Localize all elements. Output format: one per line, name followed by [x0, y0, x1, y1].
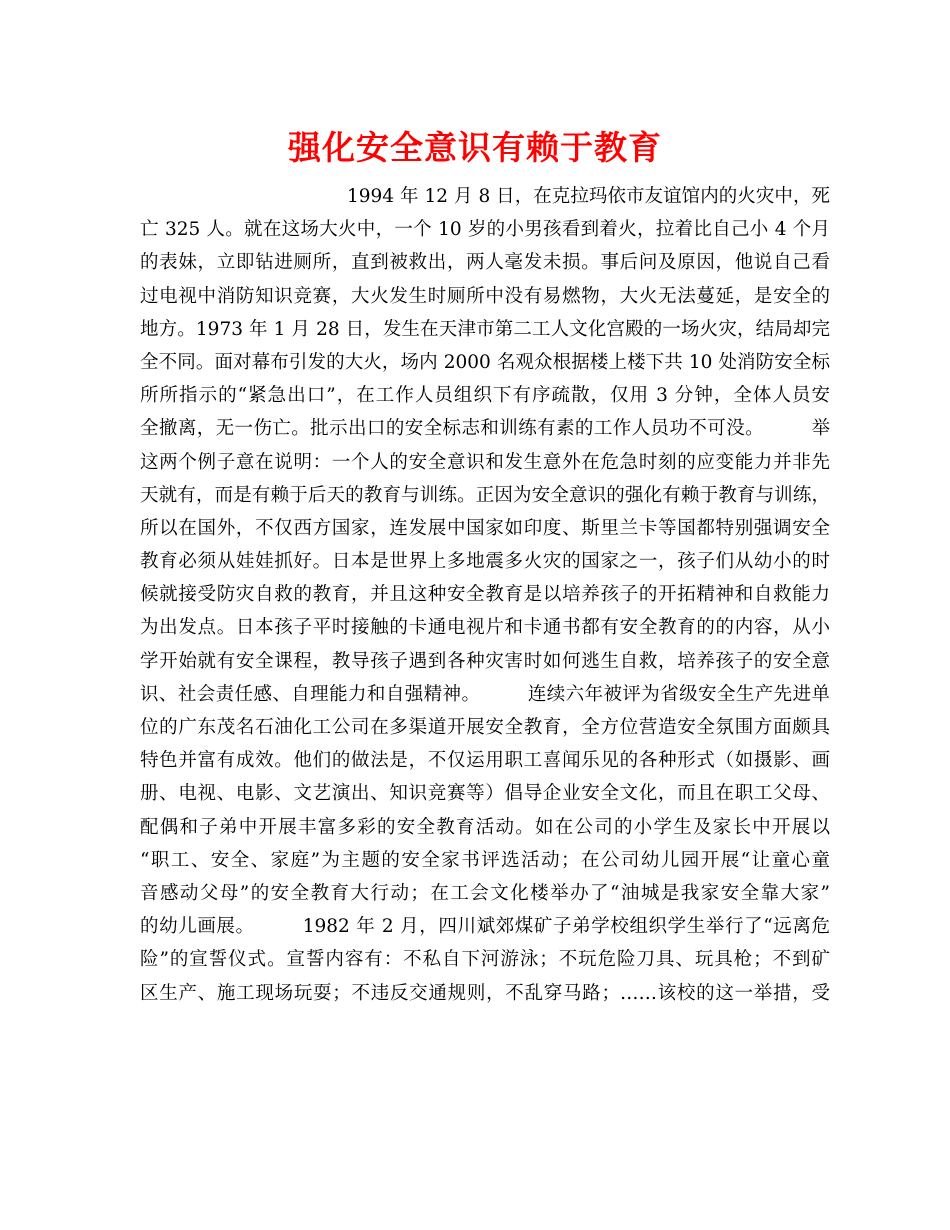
- text-line: 特色并富有成效。他们的做法是，不仅运用职工喜闻乐见的各种形式（如摄影、画: [140, 750, 830, 772]
- text-line: 的幼儿画展。 1982 年 2 月，四川斌郊煤矿子弟学校组织学生举行了“远离危: [140, 916, 830, 938]
- text-line: 候就接受防灾自救的教育，并且这种安全教育是以培养孩子的开拓精神和自救能力: [140, 584, 830, 606]
- text-line: 教育必须从娃娃抓好。日本是世界上多地震多火灾的国家之一，孩子们从幼小的时: [140, 551, 830, 573]
- text-line: 过电视中消防知识竞赛，大火发生时厕所中没有易燃物，大火无法蔓延，是安全的: [140, 285, 830, 307]
- text-line: 所所指示的“紧急出口”，在工作人员组织下有序疏散，仅用 3 分钟，全体人员安: [140, 385, 830, 407]
- text-line: 险”的宣誓仪式。宣誓内容有：不私自下河游泳；不玩危险刀具、玩具枪；不到矿: [140, 949, 830, 971]
- text-line: 1994 年 12 月 8 日，在克拉玛依市友谊馆内的火灾中，死: [347, 186, 830, 207]
- text-line: 区生产、施工现场玩耍；不违反交通规则，不乱穿马路；……该校的这一举措，受: [140, 982, 830, 1004]
- text-line: 配偶和子弟中开展丰富多彩的安全教育活动。如在公司的小学生及家长中开展以: [140, 816, 830, 838]
- text-line: 音感动父母”的安全教育大行动；在工会文化楼举办了“油城是我家安全靠大家”: [140, 882, 830, 904]
- text-line: 全撤离，无一伤亡。批示出口的安全标志和训练有素的工作人员功不可没。 举: [140, 418, 830, 440]
- document-title: 强化安全意识有赖于教育: [288, 128, 662, 167]
- text-line: 识、社会责任感、自理能力和自强精神。 连续六年被评为省级安全生产先进单: [140, 683, 830, 705]
- text-line: 地方。1973 年 1 月 28 日，发生在天津市第二工人文化宫殿的一场火灾，结局却完: [140, 318, 830, 340]
- text-line: 位的广东茂名石油化工公司在多渠道开展安全教育，全方位营造安全氛围方面颇具: [140, 717, 830, 738]
- text-line: “职工、安全、家庭”为主题的安全家书评选活动；在公司幼儿园开展“让童心童: [140, 849, 830, 871]
- text-line: 这两个例子意在说明：一个人的安全意识和发生意外在危急时刻的应变能力并非先: [140, 451, 830, 473]
- text-line: 的表妹，立即钻进厕所，直到被救出，两人毫发未损。事后问及原因，他说自己看: [140, 252, 830, 274]
- text-line: 为出发点。日本孩子平时接触的卡通电视片和卡通书都有安全教育的的内容，从小: [140, 617, 830, 639]
- text-line: 所以在国外，不仅西方国家，连发展中国家如印度、斯里兰卡等国都特别强调安全: [140, 517, 830, 539]
- text-line: 学开始就有安全课程，教导孩子遇到各种灾害时如何逃生自救，培养孩子的安全意: [140, 650, 830, 672]
- text-line: 册、电视、电影、文艺演出、知识竞赛等）倡导企业安全文化，而且在职工父母、: [140, 783, 830, 805]
- document-body: [140, 180, 830, 1010]
- text-line: 全不同。面对幕布引发的大火，场内 2000 名观众根据楼上楼下共 10 处消防安全标: [140, 351, 830, 373]
- text-line: 天就有，而是有赖于后天的教育与训练。正因为安全意识的强化有赖于教育与训练，: [140, 484, 830, 506]
- text-line: 亡 325 人。就在这场大火中，一个 10 岁的小男孩看到着火，拉着比自己小 4 个月: [140, 219, 830, 241]
